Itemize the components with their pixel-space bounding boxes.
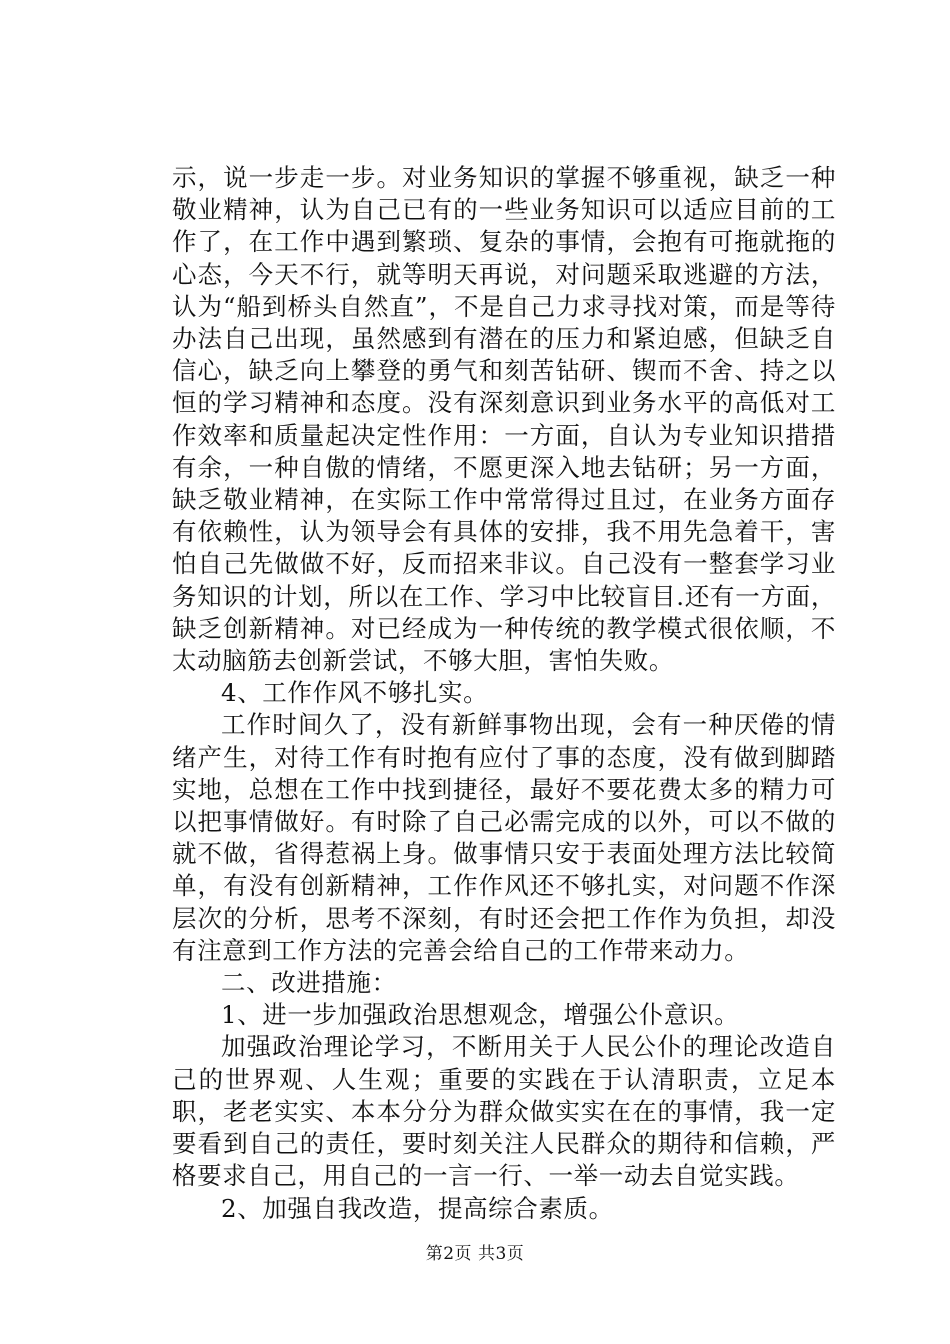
heading-political-awareness: 1、进一步加强政治思想观念，增强公仆意识。: [221, 1000, 740, 1030]
heading-improvement-measures: 二、改进措施：: [221, 968, 397, 998]
paragraph-continuation: 示，说一步走一步。对业务知识的掌握不够重视，缺乏一种敬业精神，认为自己已有的一些业务知识可以适应目前的工作了，在工作中遇到繁琐、复杂的事情，会抱有可拖就拖的心态，今天不行，就等明天再说，对问题采取逃避的方法，认为“船到桥头自然直”，不是自己力求寻找对策，而是等待办法自己出现，虽然感到有潜在的压力和紧迫感，但缺乏自信心，缺乏向上攀登的勇气和刻苦钻研、锲而不舍、持之以恒的学习精神和态度。没有深刻意识到业务水平的高低对工作效率和质量起决定性作用：一方面，自认为专业知识措措有余，一种自傲的情绪，不愿更深入地去钻研；另一方面，缺乏敬业精神，在实际工作中常常得过且过，在业务方面存有依赖性，认为领导会有具体的安排，我不用先急着干，害怕自己先做做不好，反而招来非议。自己没有一整套学习业务知识的计划，所以在工作、学习中比较盲目.还有一方面，缺乏创新精神。对已经成为一种传统的教学模式很依顺，不太动脑筋去创新尝试，不够大胆，害怕失败。: [172, 163, 836, 676]
paragraph-work-style: 工作时间久了，没有新鲜事物出现，会有一种厌倦的情绪产生，对待工作有时抱有应付了事的态度，没有做到脚踏实地，总想在工作中找到捷径，最好不要花费太多的精力可以把事情做好。有时除了自己必需完成的以外，可以不做的就不做，省得惹祸上身。做事情只安于表面处理方法比较简单，有没有创新精神，工作作风还不够扎实，对问题不作深层次的分析，思考不深刻，有时还会把工作作为负担，却没有注意到工作方法的完善会给自己的工作带来动力。: [172, 710, 836, 965]
heading-self-improvement: 2、加强自我改造，提高综合素质。: [221, 1193, 614, 1223]
document-body: [172, 162, 836, 1225]
paragraph-political-study: 加强政治理论学习，不断用关于人民公仆的理论改造自己的世界观、人生观；重要的实践在于认清职责，立足本职，老老实实、本本分分为群众做实实在在的事情，我一定要看到自己的责任，要时刻关注人民群众的期待和信赖，严格要求自己，用自己的一言一行、一举一动去自觉实践。: [172, 1032, 836, 1191]
heading-work-style: 4、工作作风不够扎实。: [221, 678, 489, 708]
page-footer: 第2页 共3页: [425, 1244, 525, 1264]
